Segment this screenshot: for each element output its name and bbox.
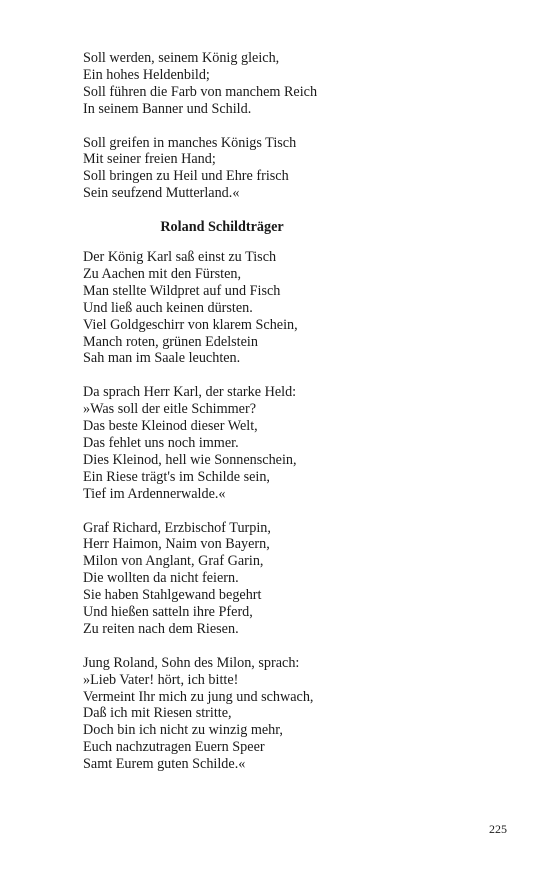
verse-line: Jung Roland, Sohn des Milon, sprach: — [83, 654, 300, 671]
verse-line: Sie haben Stahlgewand begehrt — [83, 587, 262, 604]
verse-line: Zu Aachen mit den Fürsten, — [83, 265, 242, 282]
verse-line: Graf Richard, Erzbischof Turpin, — [83, 519, 271, 536]
verse-line: Ein hohes Heldenbild; — [83, 66, 210, 83]
verse-line: Doch bin ich nicht zu winzig mehr, — [83, 722, 283, 739]
verse-line: Man stellte Wildpret auf und Fisch — [83, 282, 281, 299]
poem-stanza-2 — [83, 384, 413, 502]
verse-line: Euch nachzutragen Euern Speer — [83, 739, 265, 756]
verse-line: Manch roten, grünen Edelstein — [83, 333, 258, 350]
verse-line: Ein Riese trägt's im Schilde sein, — [83, 468, 270, 485]
verse-line: »Was soll der eitle Schimmer? — [83, 401, 256, 418]
verse-line: Viel Goldgeschirr von klarem Schein, — [83, 316, 298, 333]
verse-line: Soll greifen in manches Königs Tisch — [83, 134, 297, 151]
verse-line: Zu reiten nach dem Riesen. — [83, 620, 239, 637]
verse-line: Vermeint Ihr mich zu jung und schwach, — [83, 688, 314, 705]
verse-line: Daß ich mit Riesen stritte, — [83, 705, 232, 722]
poem-title: Roland Schildträger — [160, 219, 284, 236]
top-stanza-1 — [83, 50, 413, 118]
verse-line: »Lieb Vater! hört, ich bitte! — [83, 671, 239, 688]
verse-line: Soll führen die Farb von manchem Reich — [83, 83, 318, 100]
verse-line: Samt Eurem guten Schilde.« — [83, 756, 246, 773]
verse-line: Das beste Kleinod dieser Welt, — [83, 418, 258, 435]
verse-line: Soll werden, seinem König gleich, — [83, 50, 280, 66]
verse-line: Soll bringen zu Heil und Ehre frisch — [83, 168, 289, 185]
text-column — [83, 50, 413, 790]
verse-line: Dies Kleinod, hell wie Sonnenschein, — [83, 451, 297, 468]
verse-line: Der König Karl saß einst zu Tisch — [83, 249, 277, 266]
verse-line: Die wollten da nicht feiern. — [83, 570, 239, 587]
verse-line: Das fehlet uns noch immer. — [83, 435, 239, 451]
poem-stanza-4 — [83, 655, 413, 773]
verse-line: Milon von Anglant, Graf Garin, — [83, 553, 264, 570]
top-stanza-2 — [83, 135, 413, 203]
verse-line: In seinem Banner und Schild. — [83, 100, 252, 117]
verse-line: Mit seiner freien Hand; — [83, 151, 216, 168]
poem-stanza-1 — [83, 249, 413, 367]
verse-line: Da sprach Herr Karl, der starke Held: — [83, 384, 297, 401]
verse-line: Und ließ auch keinen dürsten. — [83, 299, 253, 316]
verse-line: Tief im Ardennerwalde.« — [83, 485, 226, 502]
poem-stanza-3 — [83, 520, 413, 638]
verse-line: Sein seufzend Mutterland.« — [83, 185, 240, 202]
verse-line: Herr Haimon, Naim von Bayern, — [83, 536, 270, 553]
verse-line: Und hießen satteln ihre Pferd, — [83, 604, 253, 621]
verse-line: Sah man im Saale leuchten. — [83, 350, 241, 367]
page-number: 225 — [489, 822, 507, 836]
